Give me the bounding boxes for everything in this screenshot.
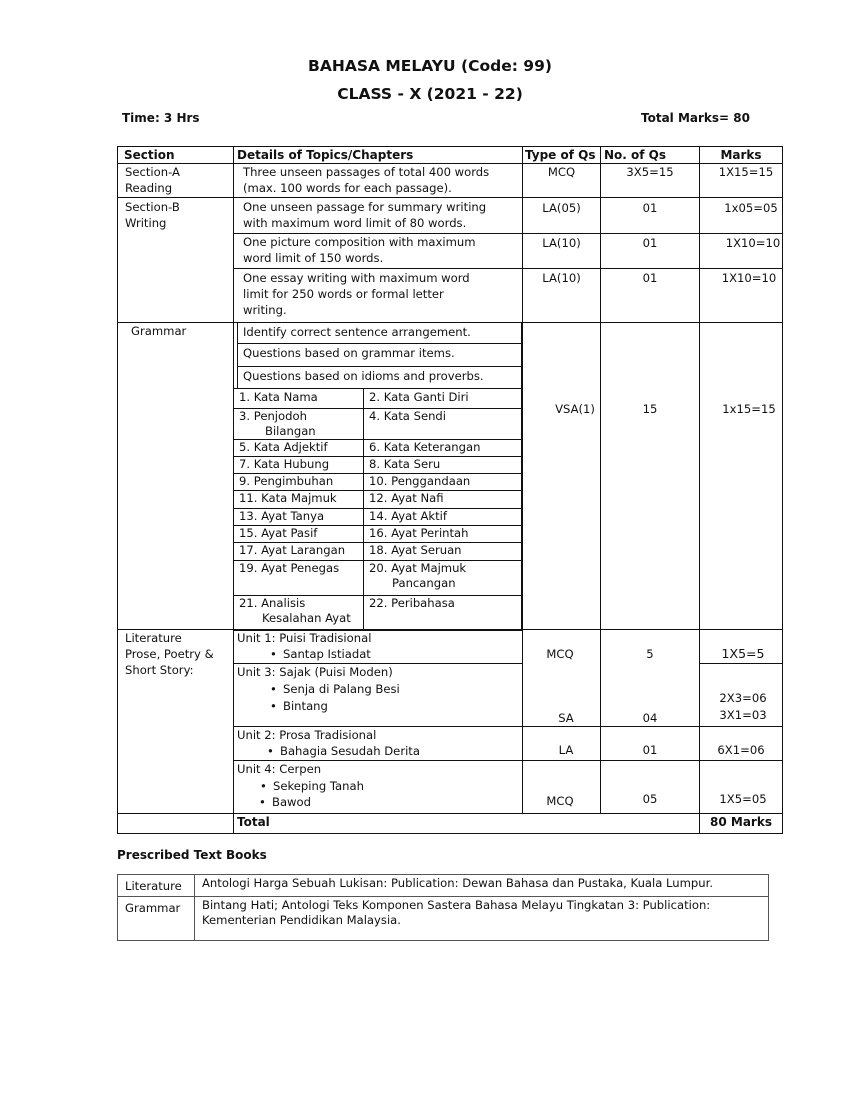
header-no: No. of Qs: [604, 148, 667, 162]
grammar-item-label: 18. Ayat Seruan: [369, 543, 462, 557]
header-marks: Marks: [720, 148, 762, 162]
literature-text-item: • Bahagia Sesudah Derita: [280, 743, 420, 759]
literature-text-item: • Bawod: [272, 794, 311, 810]
literature-no: 05: [642, 792, 658, 806]
literature-text-item: • Bintang: [283, 698, 328, 714]
grammar-no-cell: [600, 322, 700, 630]
literature-type: SA: [558, 711, 574, 725]
books-row-label: Grammar: [125, 901, 181, 915]
grammar-item-label: 22. Peribahasa: [369, 596, 455, 610]
reading-section-sublabel: Reading: [125, 181, 173, 195]
literature-marks: 1X5=5: [721, 646, 765, 661]
books-heading: Prescribed Text Books: [117, 848, 267, 862]
reading-no: 3X5=15: [626, 165, 674, 179]
grammar-item-label: 6. Kata Keterangan: [369, 440, 481, 454]
writing-no: 01: [642, 236, 658, 250]
grammar-item-label: 16. Ayat Perintah: [369, 526, 469, 540]
grammar-topic: Questions based on idioms and proverbs.: [243, 369, 484, 383]
grammar-item-label: 11. Kata Majmuk: [239, 491, 337, 505]
reading-details-line: Three unseen passages of total 400 words: [243, 165, 490, 179]
literature-text-item: • Santap Istiadat: [283, 646, 371, 662]
grammar-item-label: 14. Ayat Aktif: [369, 509, 447, 523]
literature-marks: 3X1=03: [719, 708, 767, 722]
literature-unit-title: Unit 3: Sajak (Puisi Moden): [237, 665, 393, 679]
grammar-no: 15: [642, 402, 658, 416]
literature-no: 04: [642, 711, 658, 725]
grammar-type-cell: [522, 322, 601, 630]
writing-no: 01: [642, 271, 658, 285]
document-subtitle: CLASS - X (2021 - 22): [337, 85, 523, 103]
writing-details-line: One essay writing with maximum word: [243, 271, 470, 285]
literature-section-label: Prose, Poetry &: [125, 647, 214, 661]
grammar-item-label: 4. Kata Sendi: [369, 409, 447, 423]
writing-section-label: Section-B: [125, 200, 180, 214]
grammar-item-label: 7. Kata Hubung: [239, 457, 330, 471]
grammar-item-label: 2. Kata Ganti Diri: [369, 390, 469, 404]
grammar-item-continuation: Kesalahan Ayat: [262, 611, 351, 625]
literature-section-label: Literature: [125, 631, 182, 645]
total-label: Total: [237, 815, 270, 829]
grammar-item-label: 12. Ayat Nafi: [369, 491, 444, 505]
grammar-item-label: 10. Penggandaan: [369, 474, 471, 488]
writing-details-line: limit for 250 words or formal letter: [243, 287, 444, 301]
header-section: Section: [124, 148, 175, 162]
writing-details-line: word limit of 150 words.: [243, 251, 384, 265]
literature-section-label: Short Story:: [125, 663, 194, 677]
document-title: BAHASA MELAYU (Code: 99): [308, 57, 552, 75]
grammar-item-label: 3. Penjodoh: [239, 409, 307, 423]
grammar-section-label: Grammar: [131, 324, 187, 338]
grammar-item-label: 21. Analisis: [239, 596, 306, 610]
literature-unit-title: Unit 2: Prosa Tradisional: [237, 728, 377, 742]
grammar-type: VSA(1): [555, 402, 595, 416]
grammar-item-label: 19. Ayat Penegas: [239, 561, 340, 575]
grammar-section-cell: [117, 322, 234, 630]
writing-details-line: writing.: [243, 303, 287, 317]
writing-marks: 1X10=10: [725, 236, 781, 250]
writing-details-line: with maximum word limit of 80 words.: [243, 216, 467, 230]
literature-no: 01: [642, 743, 658, 757]
grammar-item-continuation: Bilangan: [265, 424, 316, 438]
writing-details-line: One picture composition with maximum: [243, 235, 476, 249]
literature-no: 5: [646, 647, 654, 661]
grammar-item-label: 20. Ayat Majmuk: [369, 561, 467, 575]
writing-details-line: One unseen passage for summary writing: [243, 200, 487, 214]
grammar-item-continuation: Pancangan: [392, 576, 456, 590]
grammar-topic: Identify correct sentence arrangement.: [243, 325, 471, 339]
total-marks: 80 Marks: [710, 815, 772, 829]
books-row-text: Kementerian Pendidikan Malaysia.: [202, 913, 401, 927]
literature-type: MCQ: [546, 647, 574, 661]
grammar-item-label: 5. Kata Adjektif: [239, 440, 328, 454]
header-details: Details of Topics/Chapters: [237, 148, 414, 162]
grammar-marks-cell: [699, 322, 783, 630]
grammar-item-label: 1. Kata Nama: [239, 390, 318, 404]
reading-type: MCQ: [547, 165, 576, 179]
writing-type: LA(10): [542, 236, 581, 250]
grammar-item-label: 17. Ayat Larangan: [239, 543, 346, 557]
books-row-label: Literature: [125, 879, 182, 893]
literature-marks: 6X1=06: [717, 743, 765, 757]
literature-type: MCQ: [546, 794, 574, 808]
literature-text-item: • Senja di Palang Besi: [283, 681, 400, 697]
literature-unit-title: Unit 4: Cerpen: [237, 762, 322, 776]
writing-type: LA(10): [542, 271, 581, 285]
literature-text-item: • Sekeping Tanah: [273, 778, 364, 794]
reading-section-label: Section-A: [125, 165, 180, 179]
literature-unit-title: Unit 1: Puisi Tradisional: [237, 631, 372, 645]
books-row-text: Bintang Hati; Antologi Teks Komponen Sastera Bahasa Melayu Tingkatan 3: Publication:: [202, 898, 711, 912]
reading-marks: 1X15=15: [718, 165, 774, 179]
total-blank-cell: [117, 813, 234, 834]
exam-time: Time: 3 Hrs: [122, 111, 200, 125]
grammar-topic: Questions based on grammar items.: [243, 346, 455, 360]
reading-details-line: (max. 100 words for each passage).: [243, 181, 452, 195]
literature-marks: 1X5=05: [719, 792, 767, 806]
header-type: Type of Qs: [525, 148, 596, 162]
grammar-item-label: 15. Ayat Pasif: [239, 526, 318, 540]
grammar-item-label: 8. Kata Seru: [369, 457, 441, 471]
grammar-marks: 1x15=15: [722, 402, 776, 416]
books-row-text: Antologi Harga Sebuah Lukisan: Publication: Dewan Bahasa dan Pustaka, Kuala Lumpur.: [202, 876, 714, 890]
writing-section-sublabel: Writing: [125, 216, 167, 230]
total-label-cell: [233, 813, 700, 834]
literature-type: LA: [558, 743, 574, 757]
grammar-item-label: 9. Pengimbuhan: [239, 474, 334, 488]
writing-marks: 1x05=05: [724, 201, 778, 215]
writing-marks: 1X10=10: [721, 271, 777, 285]
literature-marks: 2X3=06: [719, 691, 767, 705]
grammar-item-label: 13. Ayat Tanya: [239, 509, 325, 523]
writing-type: LA(05): [542, 201, 581, 215]
writing-no: 01: [642, 201, 658, 215]
exam-total-marks: Total Marks= 80: [641, 111, 750, 125]
